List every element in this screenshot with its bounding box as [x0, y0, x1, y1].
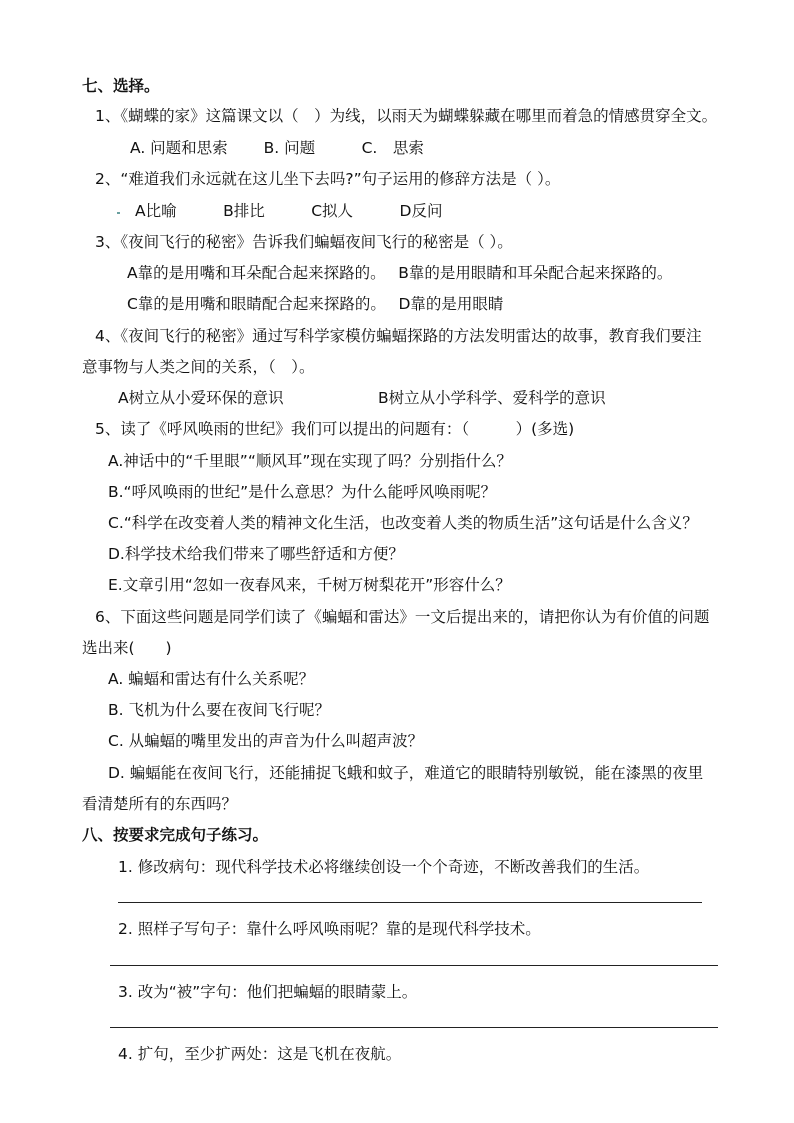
q5-option-a: A.神话中的“千里眼”“顺风耳”现在实现了吗？分别指什么？ [108, 452, 512, 470]
q4-stem-line2: 意事物与人类之间的关系，（ ）。 [82, 358, 315, 376]
q6-option-d-line2: 看清楚所有的东西吗？ [82, 795, 238, 813]
q3-options-cd: C靠的是用嘴和眼睛配合起来探路的。 D靠的是用眼睛 [127, 295, 504, 313]
q5-option-e: E.文章引用“忽如一夜春风来，千树万树梨花开”形容什么？ [108, 576, 511, 594]
answer-line-1 [118, 902, 702, 903]
q4-option-a: A树立从小爱环保的意识 [118, 389, 284, 407]
s8-item-1: 1. 修改病句：现代科学技术必将继续创设一个个奇迹，不断改善我们的生活。 [118, 858, 650, 876]
q5-option-c: C.“科学在改变着人类的精神文化生活，也改变着人类的物质生活”这句话是什么含义？ [108, 514, 698, 532]
s8-item-3: 3. 改为“被”字句：他们把蝙蝠的眼睛蒙上。 [118, 983, 418, 1001]
q6-option-c: C. 从蝙蝠的嘴里发出的声音为什么叫超声波？ [108, 732, 424, 750]
s8-item-4: 4. 扩句，至少扩两处：这是飞机在夜航。 [118, 1045, 402, 1063]
q6-stem-line2: 选出来( ) [82, 639, 172, 657]
s8-item-2: 2. 照样子写句子：靠什么呼风唤雨呢？靠的是现代科学技术。 [118, 920, 541, 938]
q6-option-d-line1: D. 蝙蝠能在夜间飞行，还能捕捉飞蛾和蚊子，难道它的眼睛特别敏锐，能在漆黑的夜里 [108, 764, 704, 782]
q4-stem-line1: 4、《夜间飞行的秘密》通过写科学家模仿蝙蝠探路的方法发明雷达的故事，教育我们要注 [95, 327, 702, 345]
q2-options: A比喻 B排比 C拟人 D反问 [135, 202, 443, 220]
q5-option-b: B.“呼风唤雨的世纪”是什么意思？为什么能呼风唤雨呢？ [108, 483, 497, 501]
stray-mark [117, 212, 120, 214]
section-8-title: 八、按要求完成句子练习。 [82, 826, 269, 844]
q6-stem-line1: 6、下面这些问题是同学们读了《蝙蝠和雷达》一文后提出来的，请把你认为有价值的问题 [95, 608, 710, 626]
q4-option-b: B树立从小学科学、爱科学的意识 [378, 389, 606, 407]
q6-option-a: A. 蝙蝠和雷达有什么关系呢？ [108, 670, 315, 688]
q2-stem: 2、“难道我们永远就在这儿坐下去吗?”句子运用的修辞方法是（ ）。 [95, 170, 561, 188]
q1-stem: 1、《蝴蝶的家》这篇课文以（ ）为线，以雨天为蝴蝶躲藏在哪里而着急的情感贯穿全文。 [95, 107, 718, 125]
q6-option-b: B. 飞机为什么要在夜间飞行呢？ [108, 701, 330, 719]
q3-options-ab: A靠的是用嘴和耳朵配合起来探路的。 B靠的是用眼睛和耳朵配合起来探路的。 [127, 264, 673, 282]
q5-option-d: D.科学技术给我们带来了哪些舒适和方便？ [108, 545, 404, 563]
q3-stem: 3、《夜间飞行的秘密》告诉我们蝙蝠夜间飞行的秘密是（ ）。 [95, 233, 513, 251]
answer-line-2 [110, 965, 718, 966]
answer-line-3 [110, 1027, 718, 1028]
q1-options: A. 问题和思索 B. 问题 C. 思索 [130, 139, 424, 157]
section-7-title: 七、选择。 [82, 77, 160, 95]
q5-stem: 5、读了《呼风唤雨的世纪》我们可以提出的问题有：（ ）(多选) [95, 420, 575, 438]
